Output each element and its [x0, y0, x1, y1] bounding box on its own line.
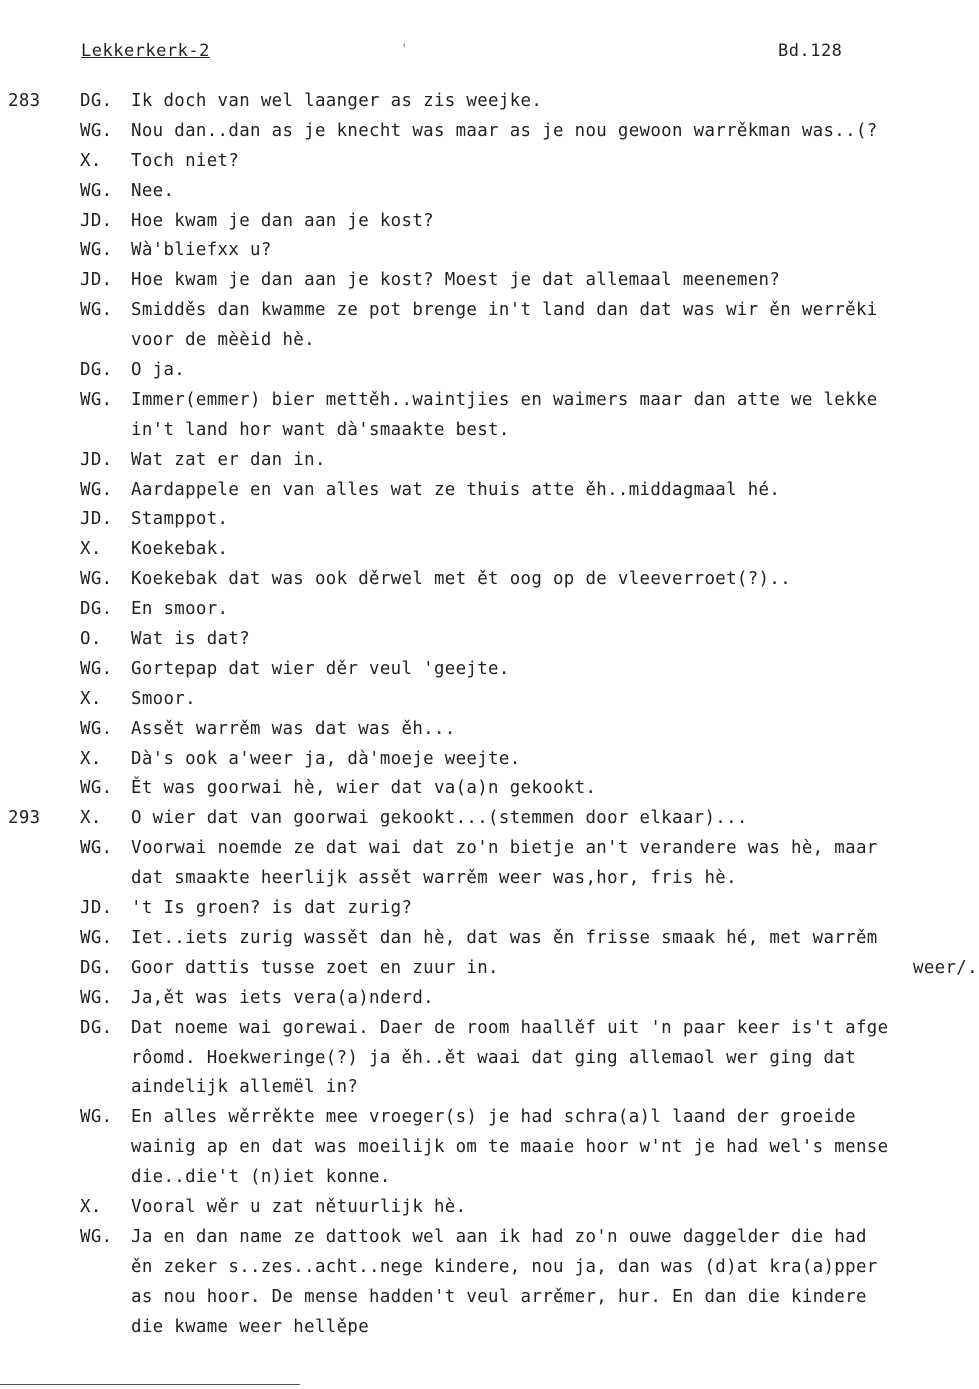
document-title: Lekkerkerk-2	[81, 41, 210, 61]
transcript-line	[0, 626, 979, 656]
transcript-line	[0, 1074, 979, 1104]
utterance-text: O wier dat van goorwai gekookt...(stemmen door elkaar)...	[131, 808, 748, 829]
transcript-line	[0, 1314, 979, 1344]
transcript-line	[0, 955, 979, 985]
speaker-label: O.	[80, 629, 102, 650]
speaker-label: WG.	[80, 1226, 113, 1247]
transcript-line	[0, 925, 979, 955]
utterance-text: Nee.	[131, 180, 175, 201]
speaker-label: X.	[80, 150, 102, 171]
utterance-text: Wat is dat?	[131, 629, 251, 650]
transcript-line	[0, 357, 979, 387]
utterance-text: Koekebak.	[131, 539, 229, 560]
transcript-line	[0, 447, 979, 477]
transcript-line	[0, 1194, 979, 1224]
transcript-line	[0, 1224, 979, 1254]
utterance-text: dat smaakte heerlijk assět warrěm weer was,hor, fris hè.	[131, 868, 737, 889]
utterance-text: in't land hor want dà'smaakte best.	[131, 419, 510, 440]
utterance-text: rôomd. Hoekweringe(?) ja ěh..ět waai dat ging allemaol wer ging dat	[131, 1047, 856, 1068]
speaker-label: WG.	[80, 479, 113, 500]
utterance-text: O ja.	[131, 360, 186, 381]
transcript-line	[0, 656, 979, 686]
utterance-text: Dà's ook a'weer ja, dà'moeje weejte.	[131, 748, 521, 769]
utterance-text: die..die't (n)iet konne.	[131, 1167, 391, 1188]
speaker-label: JD.	[80, 210, 113, 231]
transcript-line	[0, 775, 979, 805]
speaker-label: WG.	[80, 658, 113, 679]
speaker-label: DG.	[80, 1017, 113, 1038]
transcript-line	[0, 596, 979, 626]
transcript-line	[0, 1104, 979, 1134]
transcript-line	[0, 178, 979, 208]
speaker-label: WG.	[80, 838, 113, 859]
transcript-line	[0, 1284, 979, 1314]
speaker-label: DG.	[80, 957, 113, 978]
transcript-line	[0, 387, 979, 417]
transcript-line	[0, 1254, 979, 1284]
utterance-text: Koekebak dat was ook děrwel met ět oog op de vleeverroet(?)..	[131, 569, 792, 590]
transcript-line	[0, 1164, 979, 1194]
transcript-line	[0, 477, 979, 507]
utterance-text: Nou dan..dan as je knecht was maar as je nou gewoon warrěkman was..(?	[131, 120, 878, 141]
transcript-line	[0, 985, 979, 1015]
utterance-text: Stamppot.	[131, 509, 229, 530]
utterance-text: Vooral wěr u zat nětuurlijk hè.	[131, 1196, 467, 1217]
speaker-label: X.	[80, 748, 102, 769]
transcript-line	[0, 267, 979, 297]
utterance-text: Wà'bliefxx u?	[131, 240, 272, 261]
speaker-label: JD.	[80, 270, 113, 291]
utterance-text: Aardappele en van alles wat ze thuis atte ěh..middagmaal hé.	[131, 479, 781, 500]
utterance-text: Ja,ět was iets vera(a)nderd.	[131, 987, 434, 1008]
transcript-line	[0, 88, 979, 118]
utterance-text: Ět was goorwai hè, wier dat va(a)n gekookt.	[131, 778, 597, 799]
speaker-label: DG.	[80, 91, 113, 111]
transcript-line	[0, 148, 979, 178]
utterance-text: die kwame weer hellěpe	[131, 1316, 370, 1337]
transcript-line	[0, 865, 979, 895]
utterance-text: Goor dattis tusse zoet en zuur in.	[131, 957, 499, 978]
speaker-label: WG.	[80, 927, 113, 948]
utterance-text: Smidděs dan kwamme ze pot brenge in't land dan dat was wir ěn werrěki	[131, 300, 878, 321]
transcript-line	[0, 835, 979, 865]
utterance-text: Wat zat er dan in.	[131, 449, 326, 470]
line-number: 293	[8, 808, 41, 829]
page-reference: Bd.128	[778, 41, 843, 61]
transcript-line	[0, 417, 979, 447]
speaker-label: DG.	[80, 360, 113, 381]
transcript-line	[0, 895, 979, 925]
transcript-line	[0, 716, 979, 746]
speaker-label: X.	[80, 1196, 102, 1217]
utterance-text: ěn zeker s..zes..acht..nege kindere, nou ja, dan was (d)at kra(a)pper	[131, 1256, 878, 1277]
speaker-label: JD.	[80, 449, 113, 470]
utterance-text: voor de mèèid hè.	[131, 330, 315, 351]
transcript-line	[0, 686, 979, 716]
utterance-text: Ik doch van wel laanger as zis weejke.	[131, 91, 543, 111]
transcript-lines	[0, 88, 979, 1343]
transcript-line	[0, 118, 979, 148]
transcript-line	[0, 237, 979, 267]
speaker-label: WG.	[80, 1107, 113, 1128]
transcript-line	[0, 566, 979, 596]
transcript-line	[0, 746, 979, 776]
speaker-label: JD.	[80, 898, 113, 919]
utterance-text: Immer(emmer) bier mettěh..waintjies en waimers maar dan atte we lekke	[131, 389, 878, 410]
utterance-text: Assět warrěm was dat was ěh...	[131, 718, 456, 739]
transcript-line	[0, 1015, 979, 1045]
speaker-label: WG.	[80, 389, 113, 410]
transcript-line	[0, 208, 979, 238]
utterance-text: wainig ap en dat was moeilijk om te maaie hoor w'nt je had wel's mense	[131, 1137, 889, 1158]
line-number: 283	[8, 91, 41, 111]
header-mark: '	[400, 42, 409, 58]
utterance-text: Gortepap dat wier děr veul 'geejte.	[131, 658, 510, 679]
utterance-text: Toch niet?	[131, 150, 240, 171]
speaker-label: WG.	[80, 120, 113, 141]
utterance-text: aindelijk allemël in?	[131, 1077, 359, 1098]
transcript-line	[0, 536, 979, 566]
transcript-line	[0, 297, 979, 327]
transcript-line	[0, 1134, 979, 1164]
transcript-line	[0, 327, 979, 357]
speaker-label: WG.	[80, 240, 113, 261]
speaker-label: DG.	[80, 599, 113, 620]
footer-rule	[0, 1384, 300, 1385]
utterance-text: as nou hoor. De mense hadden't veul arrěmer, hur. En dan die kindere	[131, 1286, 867, 1307]
margin-note: weer/.	[913, 957, 978, 978]
speaker-label: WG.	[80, 778, 113, 799]
transcript-line	[0, 805, 979, 835]
utterance-text: Hoe kwam je dan aan je kost?	[131, 210, 434, 231]
utterance-text: En alles wěrrěkte mee vroeger(s) je had schra(a)l laand der groeide	[131, 1107, 856, 1128]
utterance-text: Hoe kwam je dan aan je kost? Moest je dat allemaal meenemen?	[131, 270, 781, 291]
speaker-label: X.	[80, 539, 102, 560]
speaker-label: X.	[80, 688, 102, 709]
speaker-label: WG.	[80, 569, 113, 590]
speaker-label: X.	[80, 808, 102, 829]
utterance-text: Voorwai noemde ze dat wai dat zo'n bietje an't verandere was hè, maar	[131, 838, 878, 859]
utterance-text: Ja en dan name ze dattook wel aan ik had zo'n ouwe daggelder die had	[131, 1226, 867, 1247]
utterance-text: Iet..iets zurig wassět dan hè, dat was ěn frisse smaak hé, met warrěm	[131, 927, 878, 948]
speaker-label: WG.	[80, 300, 113, 321]
speaker-label: WG.	[80, 180, 113, 201]
utterance-text: Dat noeme wai gorewai. Daer de room haallěf uit 'n paar keer is't afge	[131, 1017, 889, 1038]
utterance-text: 't Is groen? is dat zurig?	[131, 898, 413, 919]
transcript-line	[0, 506, 979, 536]
utterance-text: Smoor.	[131, 688, 196, 709]
transcript-line	[0, 1045, 979, 1075]
speaker-label: WG.	[80, 987, 113, 1008]
speaker-label: WG.	[80, 718, 113, 739]
speaker-label: JD.	[80, 509, 113, 530]
utterance-text: En smoor.	[131, 599, 229, 620]
